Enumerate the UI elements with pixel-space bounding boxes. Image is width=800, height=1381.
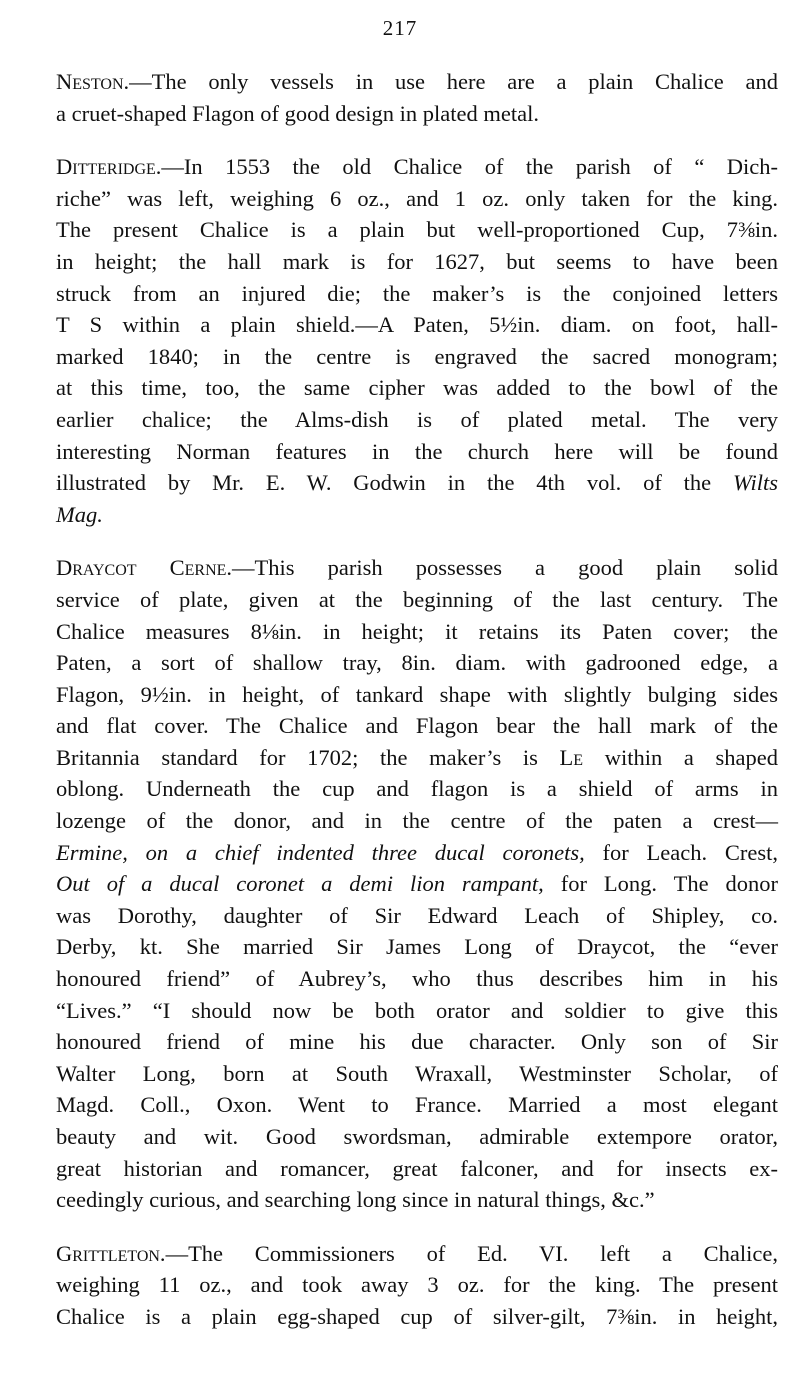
paragraph <box>56 66 778 129</box>
text-span: The present Chalice is a plain but well-proportioned Cup, 7⅜in. <box>56 217 778 243</box>
text-line <box>56 98 778 130</box>
text-span: Chalice is a plain egg-shaped cup of silver-gilt, 7⅜in. in height, <box>56 1303 778 1329</box>
text-span: T S within a plain shield.—A Paten, 5½in. diam. on foot, hall- <box>56 312 778 338</box>
section-heading: Grittleton. <box>56 1240 166 1266</box>
text-line <box>56 647 778 679</box>
text-span: oblong. Underneath the cup and flagon is a shield of arms in <box>56 776 778 802</box>
text-span: —The only vessels in use here are a plain Chalice and <box>129 69 778 94</box>
paragraph <box>56 1238 778 1333</box>
text-span: —The Commissioners of Ed. VI. left a Chalice, <box>165 1240 778 1266</box>
italic-text: Wilts <box>732 470 778 496</box>
text-span: —This parish possesses a good plain solid <box>232 555 778 581</box>
text-line <box>56 742 778 774</box>
text-span: service of plate, given at the beginning of the last century. The <box>56 586 778 612</box>
text-line <box>56 710 778 742</box>
paragraph <box>56 552 778 1215</box>
text-span: earlier chalice; the Alms-dish is of plated metal. The very <box>56 406 778 432</box>
italic-text: Mag. <box>56 501 103 527</box>
section-heading: Draycot Cerne. <box>56 555 233 581</box>
text-span: and flat cover. The Chalice and Flagon bear the hall mark of the <box>56 713 778 739</box>
text-line <box>56 1184 778 1216</box>
text-line <box>56 900 778 932</box>
text-line <box>56 931 778 963</box>
paragraph <box>56 151 778 530</box>
text-line <box>56 246 778 278</box>
text-span: riche” was left, weighing 6 oz., and 1 oz. only taken for the king. <box>56 185 778 211</box>
text-span: beauty and wit. Good swordsman, admirable extempore orator, <box>56 1124 778 1149</box>
text-line <box>56 1058 778 1090</box>
text-line <box>56 773 778 805</box>
text-span: ceedingly curious, and searching long since in natural things, &c.” <box>56 1187 655 1213</box>
text-line <box>56 1089 778 1121</box>
italic-text: Out of a ducal coronet a demi lion rampant, <box>56 871 544 897</box>
text-line <box>56 805 778 837</box>
text-span: illustrated by Mr. E. W. Godwin in the 4th vol. of the <box>56 470 733 496</box>
text-line <box>56 1269 778 1301</box>
text-line <box>56 616 778 648</box>
text-line <box>56 499 778 531</box>
text-line <box>56 584 778 616</box>
text-span: within a shaped <box>583 744 778 770</box>
text-span: Flagon, 9½in. in height, of tankard shape with slightly bulging sides <box>56 681 778 707</box>
text-line <box>56 436 778 468</box>
text-line <box>56 1238 778 1270</box>
text-line <box>56 837 778 869</box>
body-text <box>56 66 778 1355</box>
text-line <box>56 341 778 373</box>
page-number: 217 <box>382 16 418 40</box>
text-span: for Leach. Crest, <box>584 839 778 865</box>
text-span: a cruet-shaped Flagon of good design in plated metal. <box>56 100 539 126</box>
text-span: Britannia standard for 1702; the maker’s is <box>56 744 560 770</box>
text-line <box>56 278 778 310</box>
text-span: “Lives.” “I should now be both orator and soldier to give this <box>56 997 778 1023</box>
section-heading: Ditteridge. <box>56 154 162 180</box>
text-line <box>56 183 778 215</box>
text-line <box>56 1153 778 1185</box>
text-span: struck from an injured die; the maker’s is the conjoined letters <box>56 280 778 306</box>
text-line <box>56 404 778 436</box>
text-line <box>56 1301 778 1333</box>
italic-text: Ermine, on a chief indented three ducal coronets, <box>56 839 585 865</box>
text-span: honoured friend” of Aubrey’s, who thus describes him in his <box>56 966 778 992</box>
text-line <box>56 214 778 246</box>
text-line <box>56 309 778 341</box>
text-span: for Long. The donor <box>543 871 778 897</box>
text-line <box>56 1121 778 1153</box>
text-line <box>56 151 778 183</box>
text-span: interesting Norman features in the church here will be found <box>56 438 778 464</box>
text-span: was Dorothy, daughter of Sir Edward Leach of Shipley, co. <box>56 902 778 928</box>
text-span: great historian and romancer, great falconer, and for insects ex- <box>56 1155 778 1181</box>
text-span: weighing 11 oz., and took away 3 oz. for the king. The present <box>56 1272 778 1298</box>
text-span: marked 1840; in the centre is engraved the sacred monogram; <box>56 343 778 369</box>
text-line <box>56 995 778 1027</box>
text-line <box>56 552 778 584</box>
text-line <box>56 963 778 995</box>
text-span: Paten, a sort of shallow tray, 8in. diam. with gadrooned edge, a <box>56 650 778 676</box>
section-heading: Neston. <box>56 69 130 94</box>
text-line <box>56 467 778 499</box>
text-line <box>56 1026 778 1058</box>
text-span: —In 1553 the old Chalice of the parish of “ Dich- <box>161 154 778 180</box>
text-span: Magd. Coll., Oxon. Went to France. Married a most elegant <box>56 1092 778 1118</box>
text-span: lozenge of the donor, and in the centre of the paten a crest— <box>56 808 778 834</box>
text-line <box>56 372 778 404</box>
text-span: Le <box>559 744 584 770</box>
text-span: Walter Long, born at South Wraxall, Westminster Scholar, of <box>56 1060 778 1086</box>
text-span: Derby, kt. She married Sir James Long of Draycot, the “ever <box>56 934 778 960</box>
text-span: at this time, too, the same cipher was added to the bowl of the <box>56 375 778 401</box>
text-span: in height; the hall mark is for 1627, but seems to have been <box>56 248 778 274</box>
text-line <box>56 66 778 98</box>
text-line <box>56 868 778 900</box>
text-span: Chalice measures 8⅛in. in height; it retains its Paten cover; the <box>56 618 778 644</box>
text-span: honoured friend of mine his due character. Only son of Sir <box>56 1029 778 1055</box>
text-line <box>56 679 778 711</box>
